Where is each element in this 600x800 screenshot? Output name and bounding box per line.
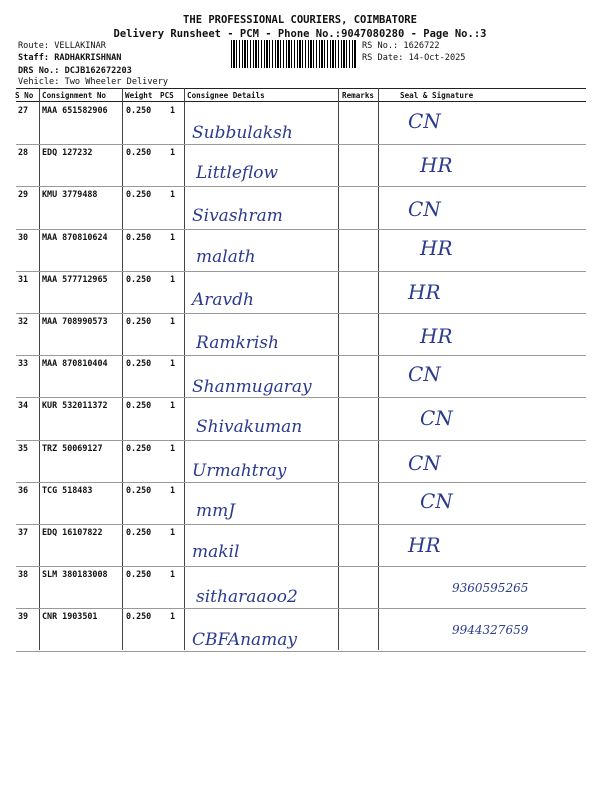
consignment-number: TRZ 50069127 [42, 442, 103, 453]
signature-handwriting: 9360595265 [452, 581, 529, 596]
serial-number: 34 [18, 400, 29, 411]
weight-value: 0.250 [126, 569, 152, 580]
signature-handwriting: CN [408, 197, 441, 222]
serial-number: 27 [18, 105, 29, 115]
vehicle-text: Vehicle: Two Wheeler Delivery [18, 77, 169, 87]
serial-number: 39 [18, 611, 29, 622]
col-header-pcs: PCS [160, 91, 174, 100]
consignment-number: KMU 3779488 [42, 189, 98, 200]
pcs-value: 1 [170, 147, 176, 158]
row-divider [16, 440, 586, 441]
col-header-consignee: Consignee Details [187, 91, 265, 100]
row-divider [16, 524, 586, 525]
rs-date-text: RS Date: 14-Oct-2025 [362, 53, 466, 63]
pcs-value: 1 [170, 527, 176, 537]
staff-text: Staff: RADHAKRISHNAN [18, 53, 122, 63]
consignee-handwriting: Littleflow [196, 163, 279, 184]
drs-text: DRS No.: DCJB162672203 [18, 66, 132, 76]
col-header-sno: S No [15, 91, 34, 100]
barcode-image [231, 40, 357, 68]
consignment-number: EDQ 16107822 [42, 527, 103, 537]
pcs-value: 1 [170, 484, 176, 495]
serial-number: 33 [18, 358, 29, 369]
serial-number: 32 [18, 316, 29, 326]
consignee-handwriting: Urmahtray [192, 460, 287, 481]
pcs-value: 1 [170, 105, 176, 115]
pcs-value: 1 [170, 316, 176, 326]
table-header-border [16, 101, 586, 102]
serial-number: 31 [18, 273, 29, 284]
row-divider [16, 651, 586, 652]
consignee-handwriting: makil [192, 542, 240, 562]
runsheet-subtitle: Delivery Runsheet - PCM - Phone No.:9047080280 - Page No.:3 [113, 28, 487, 40]
signature-handwriting: CN [408, 109, 441, 133]
route-text: Route: VELLAKINAR [18, 41, 106, 51]
weight-value: 0.250 [126, 442, 152, 453]
serial-number: 35 [18, 442, 29, 453]
serial-number: 37 [18, 527, 29, 537]
serial-number: 38 [18, 569, 29, 580]
row-divider [16, 355, 586, 356]
row-divider [16, 397, 586, 398]
consignment-number: KUR 532011372 [42, 400, 108, 411]
consignment-number: TCG 518483 [42, 484, 93, 495]
weight-value: 0.250 [126, 231, 152, 242]
signature-handwriting: CN [420, 488, 453, 513]
consignment-number: MAA 708990573 [42, 316, 108, 326]
serial-number: 30 [18, 231, 29, 242]
signature-handwriting: HR [420, 324, 453, 348]
weight-value: 0.250 [126, 105, 152, 115]
weight-value: 0.250 [126, 147, 152, 158]
signature-handwriting: HR [420, 235, 453, 260]
signature-handwriting: CN [408, 362, 441, 387]
consignee-handwriting: mmJ [196, 500, 236, 521]
pcs-value: 1 [170, 569, 176, 580]
row-divider [16, 482, 586, 483]
signature-handwriting: HR [408, 279, 441, 304]
consignee-handwriting: Shanmugaray [192, 377, 312, 398]
row-divider [16, 271, 586, 272]
consignment-number: CNR 1903501 [42, 611, 98, 622]
signature-handwriting: CN [408, 450, 441, 475]
signature-handwriting: HR [420, 153, 453, 178]
pcs-value: 1 [170, 400, 176, 411]
weight-value: 0.250 [126, 527, 152, 537]
consignee-handwriting: Subbulaksh [192, 123, 293, 143]
weight-value: 0.250 [126, 189, 152, 200]
col-header-weight: Weight [125, 91, 153, 100]
rs-no-text: RS No.: 1626722 [362, 41, 440, 51]
pcs-value: 1 [170, 231, 176, 242]
row-divider [16, 313, 586, 314]
consignee-handwriting: Shivakuman [196, 417, 303, 438]
row-divider [16, 566, 586, 567]
signature-handwriting: CN [420, 406, 453, 431]
consignee-handwriting: CBFAnamay [192, 630, 298, 651]
row-divider [16, 229, 586, 230]
weight-value: 0.250 [126, 611, 152, 622]
col-header-remarks: Remarks [342, 91, 375, 100]
consignee-handwriting: sitharaaoo2 [196, 587, 298, 608]
consignee-handwriting: Ramkrish [196, 333, 279, 353]
consignment-number: MAA 577712965 [42, 273, 108, 284]
row-divider [16, 186, 586, 187]
serial-number: 28 [18, 147, 29, 158]
consignee-handwriting: Aravdh [192, 289, 254, 310]
consignee-handwriting: malath [196, 246, 256, 267]
consignee-handwriting: Sivashram [192, 206, 283, 227]
weight-value: 0.250 [126, 273, 152, 284]
consignment-number: SLM 380183008 [42, 569, 108, 580]
weight-value: 0.250 [126, 316, 152, 326]
consignment-number: MAA 870810404 [42, 358, 108, 369]
pcs-value: 1 [170, 358, 176, 369]
consignment-number: MAA 870810624 [42, 231, 108, 242]
weight-value: 0.250 [126, 358, 152, 369]
row-divider [16, 608, 586, 609]
serial-number: 29 [18, 189, 29, 200]
consignment-number: MAA 651582906 [42, 105, 108, 115]
weight-value: 0.250 [126, 400, 152, 411]
row-divider [16, 144, 586, 145]
col-header-signature: Seal & Signature [400, 91, 474, 100]
pcs-value: 1 [170, 442, 176, 453]
pcs-value: 1 [170, 189, 176, 200]
consignment-number: EDQ 127232 [42, 147, 93, 158]
table-top-border [16, 88, 586, 89]
signature-handwriting: HR [408, 533, 441, 557]
pcs-value: 1 [170, 273, 176, 284]
weight-value: 0.250 [126, 484, 152, 495]
col-header-consignment: Consignment No [42, 91, 107, 100]
serial-number: 36 [18, 484, 29, 495]
company-title: THE PROFESSIONAL COURIERS, COIMBATORE [183, 14, 417, 26]
pcs-value: 1 [170, 611, 176, 622]
signature-handwriting: 9944327659 [452, 623, 529, 638]
